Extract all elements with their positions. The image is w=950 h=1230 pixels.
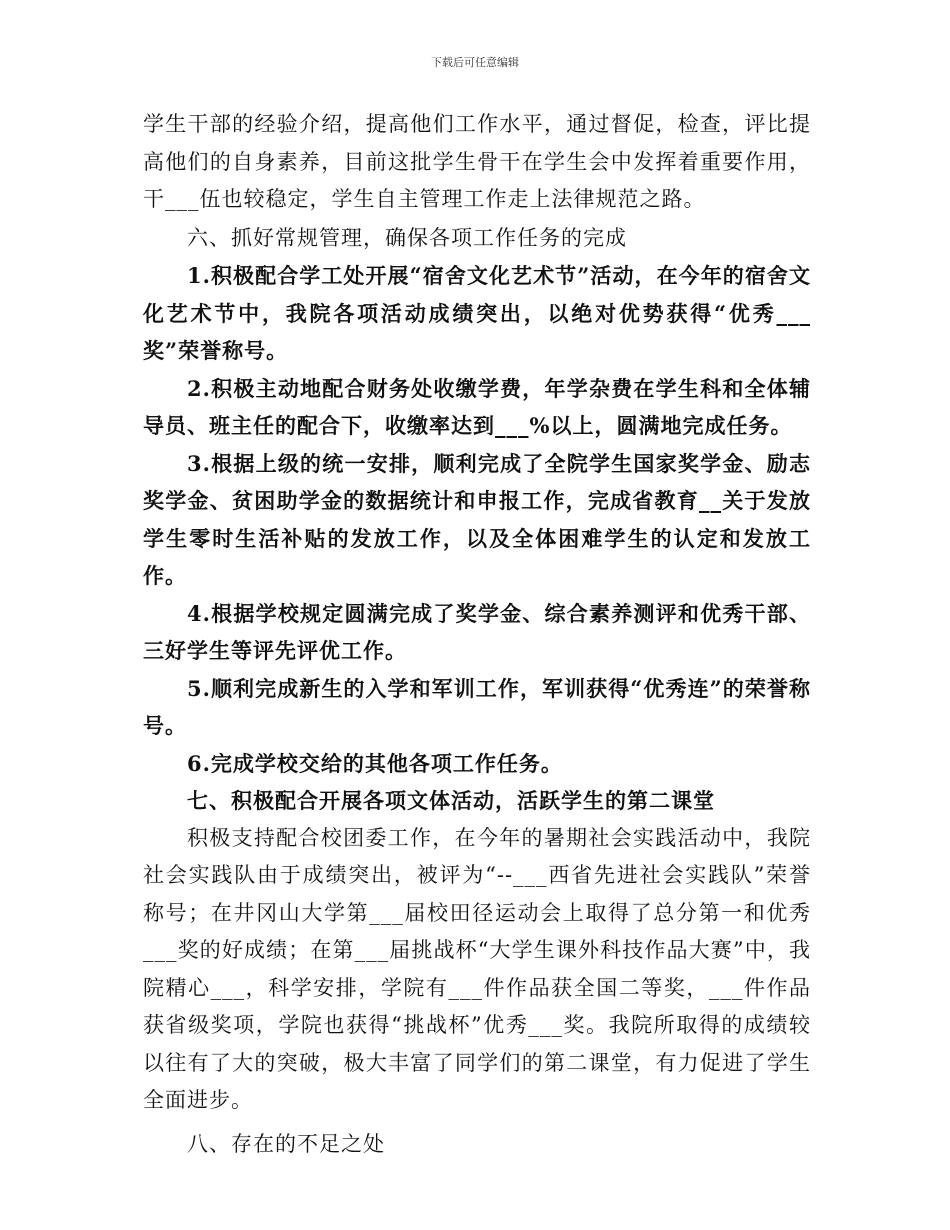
section-6-heading: 六、抓好常规管理，确保各项工作任务的完成: [187, 225, 627, 250]
list-item-3: 3.根据上级的统一安排，顺利完成了全院学生国家奖学金、励志奖学金、贫困助学金的数据统计和申报工作，完成省教育__关于发放学生零时生活补贴的发放工作，以及全体困难学生的认定和发放工作。: [143, 450, 811, 588]
section-7-heading: 七、积极配合开展各项文体活动，活跃学生的第二课堂: [187, 788, 715, 813]
list-item-5: 5.顺利完成新生的入学和军训工作，军训获得“优秀连”的荣誉称号。: [143, 675, 811, 738]
document-body: [143, 106, 811, 1163]
list-item-6: 6.完成学校交给的其他各项工作任务。: [187, 750, 563, 776]
section-7-body: 积极支持配合校团委工作，在今年的暑期社会实践活动中，我院社会实践队由于成绩突出，被评为“--___西省先进社会实践队”荣誉称号；在井冈山大学第___届校田径运动会上取得了总分第一和优秀___奖的好成绩；在第___届挑战杯“大学生课外科技作品大赛”中，我院精心___，科学安排，学院有___件作品获全国二等奖，___件作品获省级奖项，学院也获得“挑战杯”优秀___奖。我院所取得的成绩较以往有了大的突破，极大丰富了同学们的第二课堂，有力促进了学生全面进步。: [143, 825, 811, 1112]
intro-paragraph: 学生干部的经验介绍，提高他们工作水平，通过督促，检查，评比提高他们的自身素养，目前这批学生骨干在学生会中发挥着重要作用，干___伍也较稳定，学生自主管理工作走上法律规范之路。: [143, 112, 811, 211]
section-8-heading: 八、存在的不足之处: [187, 1131, 385, 1156]
list-item-2: 2.积极主动地配合财务处收缴学费，年学杂费在学生科和全体辅导员、班主任的配合下，收缴率达到___%以上，圆满地完成任务。: [143, 375, 811, 438]
list-item-4: 4.根据学校规定圆满完成了奖学金、综合素养测评和优秀干部、三好学生等评先评优工作。: [143, 600, 811, 663]
page-header: 下载后可任意编辑: [431, 56, 519, 69]
list-item-1: 1.积极配合学工处开展“宿舍文化艺术节”活动，在今年的宿舍文化艺术节中，我院各项活动成绩突出，以绝对优势获得“优秀___奖”荣誉称号。: [143, 263, 811, 363]
